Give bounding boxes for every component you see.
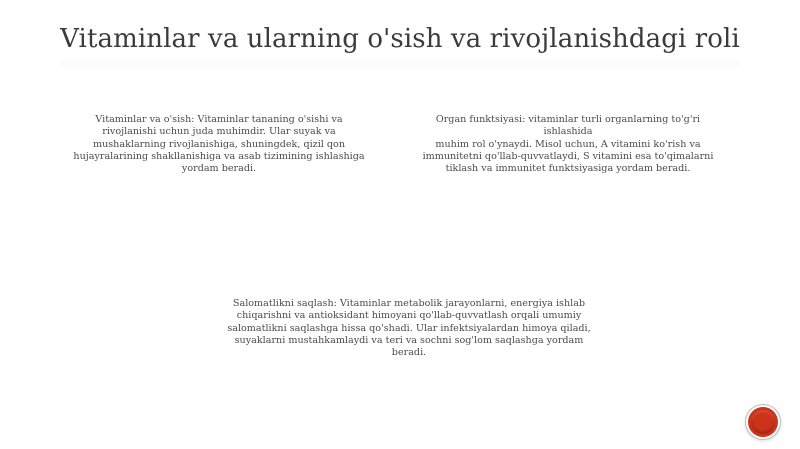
text-line: Salomatlikni saqlash: Vitaminlar metabolik jarayonlarni, energiya ishlab xyxy=(232,298,586,309)
text-line: hujayralarining shakllanishiga va asab tizimining ishlashiga xyxy=(73,150,365,162)
text-line: Vitaminlar va o'sish: Vitaminlar tananing o'sishi va xyxy=(95,114,343,125)
text-line: suyaklarni mustahkamlaydi va teri va sochni sog'lom saqlashga yordam xyxy=(234,334,584,346)
text-line: salomatlikni saqlashga hissa qo'shadi. Ular infektsiyalardan himoya qiladi, xyxy=(227,322,591,334)
slide-title: Vitaminlar va ularning o'sish va rivojlanishdagi roli xyxy=(60,24,740,54)
text-block-vitamins-growth xyxy=(70,114,368,175)
text-line: tiklash va immunitet funktsiyasiga yordam beradi. xyxy=(445,163,691,175)
text-line: Organ funktsiyasi: vitaminlar turli organlarning to'g'ri ishlashida xyxy=(435,114,701,138)
title-shadow-decoration xyxy=(60,62,740,66)
text-line: rivojlanishi uchun juda muhimdir. Ular suyak va xyxy=(102,126,336,138)
text-line: chiqarishni va antioksidant himoyani qo'llab-quvvatlash orqali umumiy xyxy=(236,310,582,322)
text-line: immunitetni qo'llab-quvvatlaydi, S vitamini esa to'qimalarni xyxy=(422,150,714,162)
text-line: mushaklarning rivojlanishiga, shuningdek, qizil qon xyxy=(92,138,346,150)
text-block-health-maintenance xyxy=(222,298,596,359)
text-block-organ-function xyxy=(416,114,720,175)
text-line: beradi. xyxy=(391,347,427,359)
text-line: muhim rol o'ynaydi. Misol uchun, A vitamini ko'rish va xyxy=(435,138,701,150)
text-line: yordam beradi. xyxy=(181,163,257,175)
slide-nav-button[interactable] xyxy=(748,407,778,437)
